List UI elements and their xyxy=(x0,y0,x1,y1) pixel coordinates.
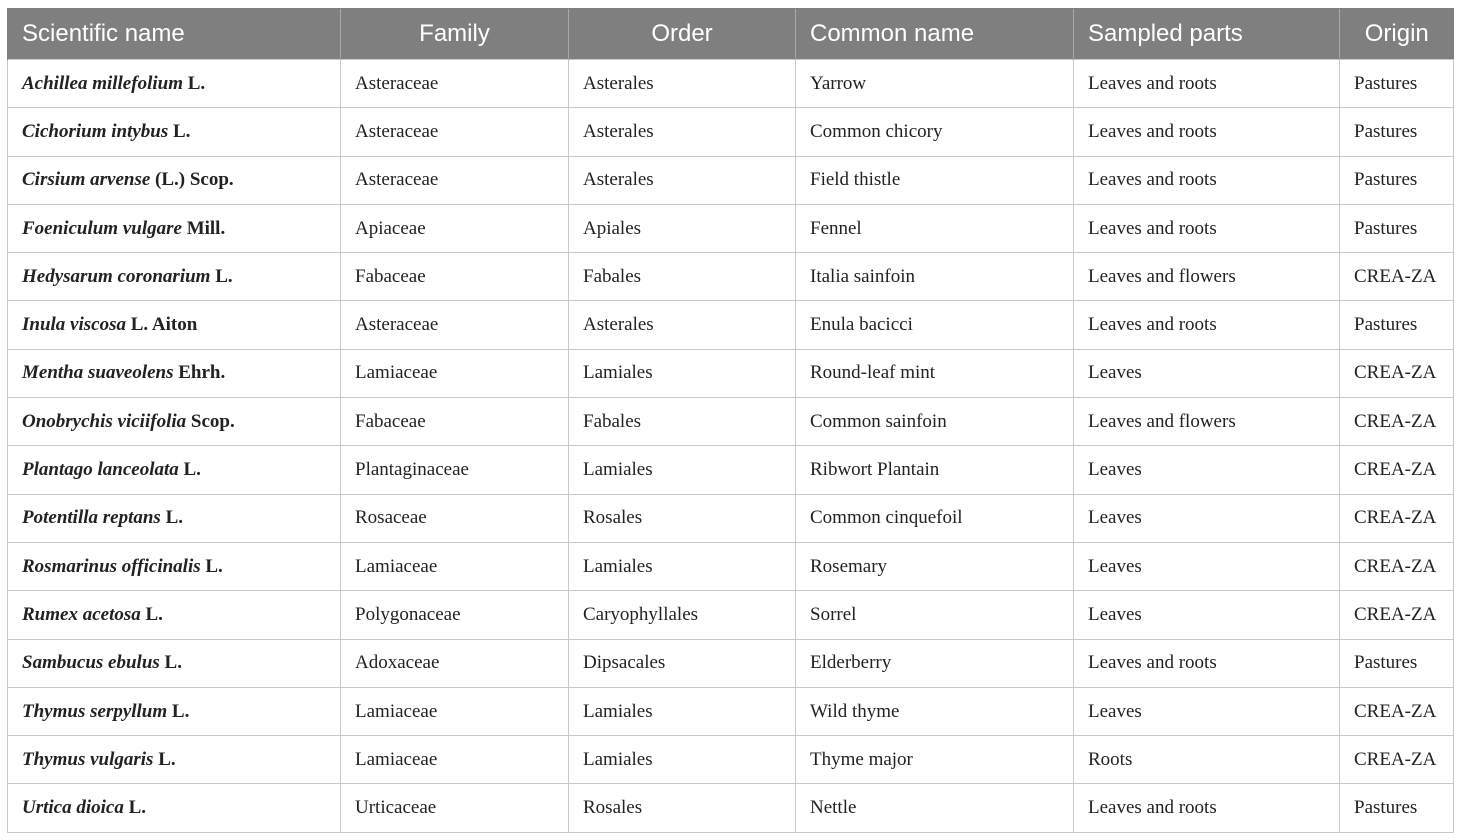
binomial-name: Cirsium arvense xyxy=(22,169,151,191)
cell-scientific-name xyxy=(8,591,341,639)
cell-order: Lamiales xyxy=(569,736,796,784)
cell-sampled-parts: Leaves and roots xyxy=(1074,60,1340,108)
table-row xyxy=(8,349,1454,397)
cell-scientific-name xyxy=(8,784,341,832)
binomial-name: Rumex acetosa xyxy=(22,603,141,625)
cell-scientific-name xyxy=(8,60,341,108)
cell-scientific-name xyxy=(8,542,341,590)
cell-family: Plantaginaceae xyxy=(341,446,569,494)
cell-order: Asterales xyxy=(569,108,796,156)
cell-family: Apiaceae xyxy=(341,204,569,252)
cell-common-name: Common chicory xyxy=(796,108,1074,156)
cell-family: Asteraceae xyxy=(341,301,569,349)
cell-order: Apiales xyxy=(569,204,796,252)
column-header-family: Family xyxy=(341,9,569,60)
cell-family: Polygonaceae xyxy=(341,591,569,639)
cell-order: Rosales xyxy=(569,494,796,542)
cell-scientific-name xyxy=(8,301,341,349)
cell-common-name: Sorrel xyxy=(796,591,1074,639)
species-table xyxy=(7,8,1454,833)
cell-common-name: Enula bacicci xyxy=(796,301,1074,349)
cell-origin: CREA-ZA xyxy=(1340,591,1454,639)
cell-order: Fabales xyxy=(569,398,796,446)
cell-scientific-name xyxy=(8,687,341,735)
column-header-origin: Origin xyxy=(1340,9,1454,60)
column-header-order: Order xyxy=(569,9,796,60)
cell-order: Rosales xyxy=(569,784,796,832)
species-table-container xyxy=(7,8,1453,833)
cell-family: Lamiaceae xyxy=(341,736,569,784)
cell-order: Lamiales xyxy=(569,349,796,397)
cell-sampled-parts: Leaves and flowers xyxy=(1074,253,1340,301)
cell-scientific-name xyxy=(8,398,341,446)
taxonomic-authority: L. xyxy=(167,700,190,722)
cell-common-name: Wild thyme xyxy=(796,687,1074,735)
binomial-name: Rosmarinus officinalis xyxy=(22,555,201,577)
table-row xyxy=(8,301,1454,349)
cell-sampled-parts: Leaves and roots xyxy=(1074,156,1340,204)
taxonomic-authority: Scop. xyxy=(186,410,235,432)
table-row xyxy=(8,108,1454,156)
table-row xyxy=(8,446,1454,494)
cell-common-name: Fennel xyxy=(796,204,1074,252)
binomial-name: Inula viscosa xyxy=(22,314,126,336)
cell-family: Adoxaceae xyxy=(341,639,569,687)
column-header-scientific-name: Scientific name xyxy=(8,9,341,60)
cell-origin: Pastures xyxy=(1340,639,1454,687)
binomial-name: Thymus serpyllum xyxy=(22,700,168,722)
table-header xyxy=(8,9,1454,60)
cell-common-name: Italia sainfoin xyxy=(796,253,1074,301)
binomial-name: Thymus vulgaris xyxy=(22,748,154,770)
cell-family: Asteraceae xyxy=(341,60,569,108)
cell-scientific-name xyxy=(8,108,341,156)
cell-order: Lamiales xyxy=(569,687,796,735)
cell-order: Dipsacales xyxy=(569,639,796,687)
cell-family: Fabaceae xyxy=(341,398,569,446)
cell-origin: CREA-ZA xyxy=(1340,736,1454,784)
cell-family: Asteraceae xyxy=(341,156,569,204)
binomial-name: Hedysarum coronarium xyxy=(22,265,211,287)
cell-sampled-parts: Leaves and roots xyxy=(1074,784,1340,832)
taxonomic-authority: L. xyxy=(140,603,163,625)
taxonomic-authority: L. xyxy=(178,459,201,481)
cell-common-name: Thyme major xyxy=(796,736,1074,784)
cell-origin: Pastures xyxy=(1340,204,1454,252)
cell-origin: Pastures xyxy=(1340,301,1454,349)
cell-family: Lamiaceae xyxy=(341,687,569,735)
binomial-name: Achillea millefolium xyxy=(22,72,183,94)
cell-scientific-name xyxy=(8,204,341,252)
taxonomic-authority: L. Aiton xyxy=(126,314,198,336)
table-row xyxy=(8,253,1454,301)
taxonomic-authority: Mill. xyxy=(181,217,226,239)
taxonomic-authority: L. xyxy=(168,120,191,142)
cell-origin: CREA-ZA xyxy=(1340,494,1454,542)
table-row xyxy=(8,398,1454,446)
binomial-name: Urtica dioica xyxy=(22,797,124,819)
cell-common-name: Ribwort Plantain xyxy=(796,446,1074,494)
cell-origin: CREA-ZA xyxy=(1340,349,1454,397)
cell-sampled-parts: Roots xyxy=(1074,736,1340,784)
cell-sampled-parts: Leaves xyxy=(1074,591,1340,639)
taxonomic-authority: L. xyxy=(159,652,182,674)
cell-common-name: Elderberry xyxy=(796,639,1074,687)
table-row xyxy=(8,156,1454,204)
cell-order: Asterales xyxy=(569,301,796,349)
cell-common-name: Common sainfoin xyxy=(796,398,1074,446)
cell-order: Lamiales xyxy=(569,446,796,494)
column-header-sampled-parts: Sampled parts xyxy=(1074,9,1340,60)
cell-family: Urticaceae xyxy=(341,784,569,832)
cell-scientific-name xyxy=(8,736,341,784)
cell-origin: Pastures xyxy=(1340,60,1454,108)
cell-origin: Pastures xyxy=(1340,108,1454,156)
cell-origin: CREA-ZA xyxy=(1340,687,1454,735)
cell-order: Lamiales xyxy=(569,542,796,590)
binomial-name: Potentilla reptans xyxy=(22,507,161,529)
cell-order: Caryophyllales xyxy=(569,591,796,639)
cell-common-name: Rosemary xyxy=(796,542,1074,590)
table-row xyxy=(8,784,1454,832)
cell-family: Lamiaceae xyxy=(341,349,569,397)
taxonomic-authority: (L.) Scop. xyxy=(150,169,234,191)
cell-family: Fabaceae xyxy=(341,253,569,301)
cell-scientific-name xyxy=(8,156,341,204)
cell-scientific-name xyxy=(8,639,341,687)
binomial-name: Cichorium intybus xyxy=(22,120,169,142)
binomial-name: Foeniculum vulgare xyxy=(22,217,182,239)
cell-origin: CREA-ZA xyxy=(1340,446,1454,494)
cell-sampled-parts: Leaves and roots xyxy=(1074,108,1340,156)
cell-origin: CREA-ZA xyxy=(1340,253,1454,301)
taxonomic-authority: L. xyxy=(182,72,206,94)
cell-sampled-parts: Leaves and roots xyxy=(1074,301,1340,349)
column-header-common-name: Common name xyxy=(796,9,1074,60)
taxonomic-authority: Ehrh. xyxy=(173,362,226,384)
table-row xyxy=(8,639,1454,687)
cell-sampled-parts: Leaves xyxy=(1074,446,1340,494)
table-row xyxy=(8,736,1454,784)
binomial-name: Onobrychis viciifolia xyxy=(22,410,187,432)
cell-origin: CREA-ZA xyxy=(1340,542,1454,590)
taxonomic-authority: L. xyxy=(210,265,233,287)
cell-origin: CREA-ZA xyxy=(1340,398,1454,446)
table-row xyxy=(8,591,1454,639)
cell-common-name: Common cinquefoil xyxy=(796,494,1074,542)
cell-sampled-parts: Leaves xyxy=(1074,349,1340,397)
binomial-name: Sambucus ebulus xyxy=(22,652,160,674)
taxonomic-authority: L. xyxy=(160,507,184,529)
taxonomic-authority: L. xyxy=(123,797,147,819)
cell-common-name: Round-leaf mint xyxy=(796,349,1074,397)
table-row xyxy=(8,542,1454,590)
cell-common-name: Yarrow xyxy=(796,60,1074,108)
cell-sampled-parts: Leaves and roots xyxy=(1074,204,1340,252)
binomial-name: Plantago lanceolata xyxy=(22,459,179,481)
cell-order: Asterales xyxy=(569,156,796,204)
table-row xyxy=(8,494,1454,542)
header-row xyxy=(8,9,1454,60)
cell-sampled-parts: Leaves xyxy=(1074,494,1340,542)
cell-sampled-parts: Leaves xyxy=(1074,542,1340,590)
cell-sampled-parts: Leaves and flowers xyxy=(1074,398,1340,446)
cell-scientific-name xyxy=(8,494,341,542)
cell-family: Lamiaceae xyxy=(341,542,569,590)
cell-order: Asterales xyxy=(569,60,796,108)
cell-family: Rosaceae xyxy=(341,494,569,542)
cell-order: Fabales xyxy=(569,253,796,301)
table-row xyxy=(8,687,1454,735)
cell-scientific-name xyxy=(8,446,341,494)
cell-common-name: Nettle xyxy=(796,784,1074,832)
cell-origin: Pastures xyxy=(1340,784,1454,832)
table-row xyxy=(8,60,1454,108)
cell-common-name: Field thistle xyxy=(796,156,1074,204)
cell-origin: Pastures xyxy=(1340,156,1454,204)
table-body xyxy=(8,60,1454,833)
taxonomic-authority: L. xyxy=(200,555,223,577)
cell-family: Asteraceae xyxy=(341,108,569,156)
cell-sampled-parts: Leaves and roots xyxy=(1074,639,1340,687)
table-row xyxy=(8,204,1454,252)
taxonomic-authority: L. xyxy=(153,748,176,770)
cell-scientific-name xyxy=(8,253,341,301)
binomial-name: Mentha suaveolens xyxy=(22,362,174,384)
cell-scientific-name xyxy=(8,349,341,397)
cell-sampled-parts: Leaves xyxy=(1074,687,1340,735)
